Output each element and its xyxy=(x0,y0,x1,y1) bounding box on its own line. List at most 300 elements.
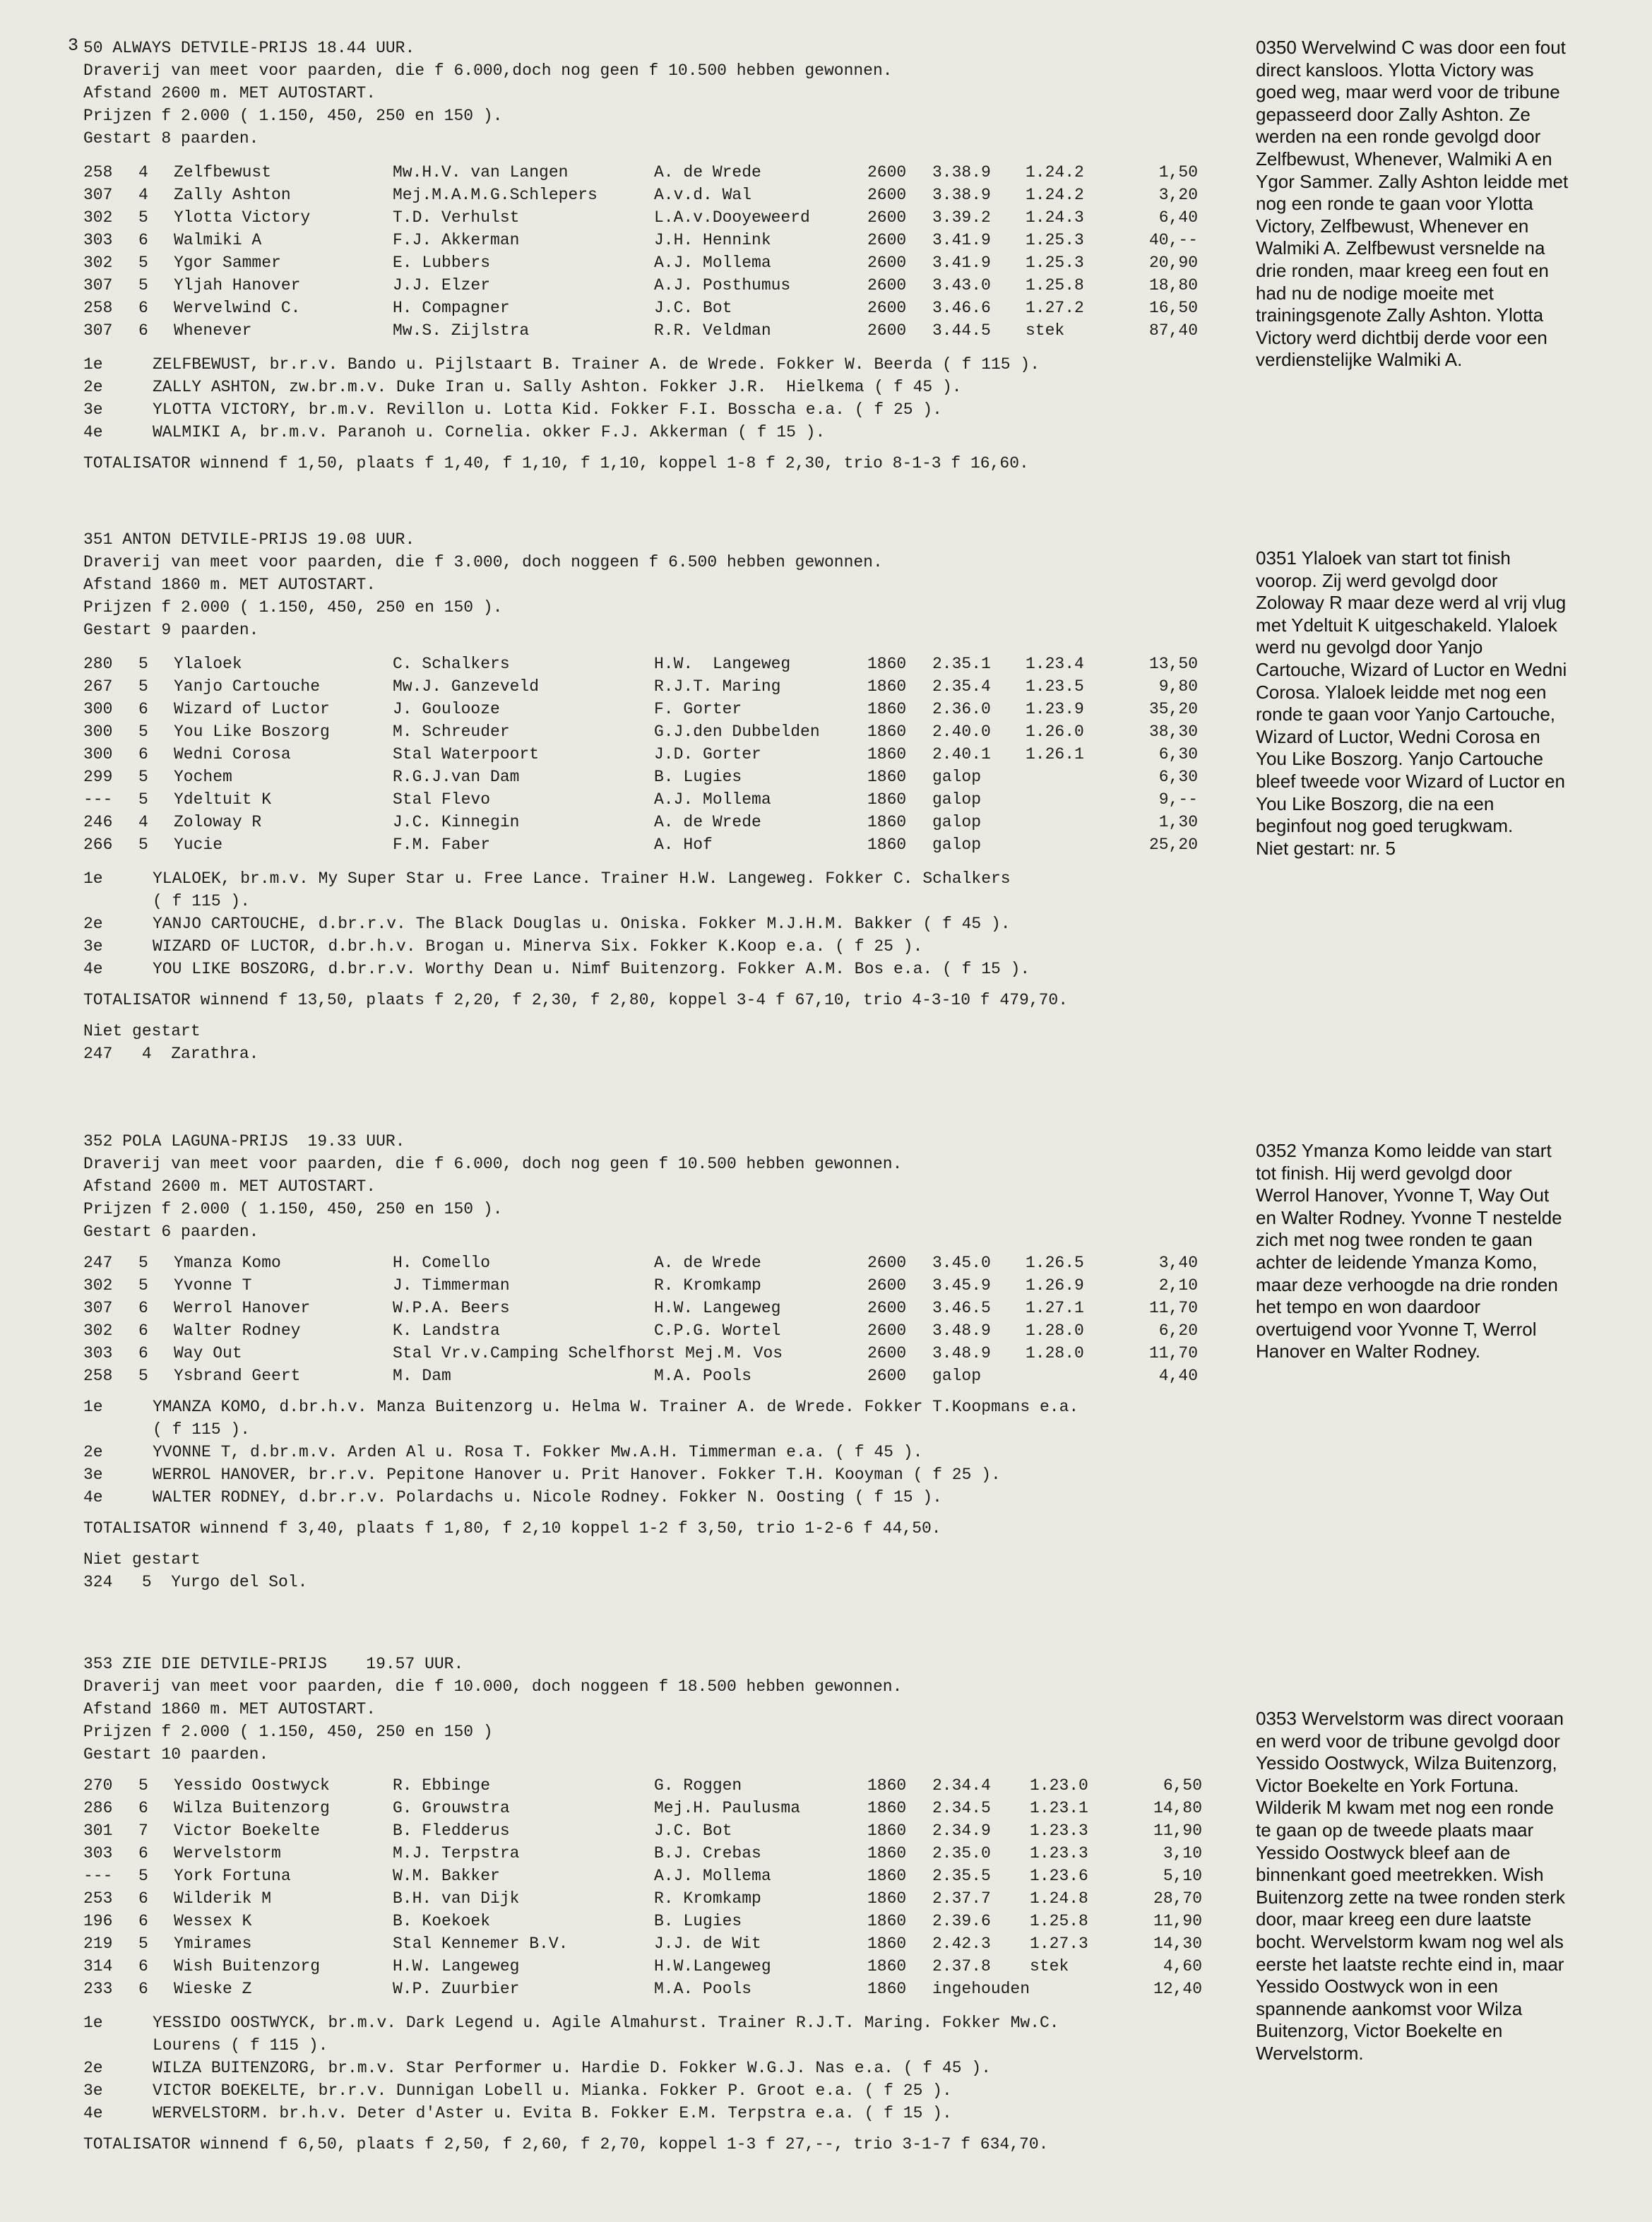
placing-text: WERVELSTORM. br.h.v. Deter d'Aster u. Evita B. Fokker E.M. Terpstra e.a. ( f 15 ). xyxy=(153,2104,952,2122)
odds: 35,20 xyxy=(1148,700,1198,718)
trainer-name: R.R. Veldman xyxy=(654,321,771,340)
commentary-line: binnenkant goed meetrekken. Wish xyxy=(1256,1864,1544,1886)
horse-number: 303 xyxy=(83,1844,113,1862)
km-time xyxy=(1026,766,1124,788)
result-row xyxy=(83,1955,1202,1978)
odds: 11,90 xyxy=(1153,1822,1203,1840)
km-time: 1.23.5 xyxy=(1026,677,1084,696)
horse-name: Ymanza Komo xyxy=(174,1254,281,1272)
horse-number: 300 xyxy=(83,700,113,718)
race-prizes: Prijzen f 2.000 ( 1.150, 450, 250 en 150 ) xyxy=(83,1723,493,1741)
rider-name: Stal Waterpoort xyxy=(393,745,540,764)
race-distance-cell: 2600 xyxy=(867,1344,907,1362)
commentary-line: 0351 Ylaloek van start tot finish xyxy=(1256,547,1511,569)
rider-name: C. Schalkers xyxy=(393,655,510,673)
trainer-name: H.W.Langeweg xyxy=(654,1957,771,1976)
horse-name: Walter Rodney xyxy=(174,1321,301,1340)
km-time xyxy=(1026,811,1124,833)
horse-age: 6 xyxy=(138,321,148,340)
km-time: 1.23.6 xyxy=(1030,1867,1088,1885)
trainer-name: L.A.v.Dooyeweerd xyxy=(654,208,810,227)
placing-text: WERROL HANOVER, br.r.v. Pepitone Hanover u. Prit Hanover. Fokker T.H. Kooyman ( f 25 ). xyxy=(153,1466,1001,1484)
horse-number: 307 xyxy=(83,321,113,340)
not-started: 324 5 Yurgo del Sol. xyxy=(83,1573,308,1591)
horse-age: 6 xyxy=(138,1957,148,1976)
commentary-line: You Like Boszorg, die na een xyxy=(1256,792,1494,814)
odds: 25,20 xyxy=(1148,836,1198,854)
finish-time: galop xyxy=(932,768,982,786)
horse-name: Ymirames xyxy=(174,1935,252,1953)
result-row xyxy=(83,788,1198,811)
horse-name: Yljah Hanover xyxy=(174,276,301,295)
race-distance-cell: 1860 xyxy=(867,1799,907,1817)
rider-name: Mej.M.A.M.G.Schlepers xyxy=(393,186,598,204)
trainer-name: M.A. Pools xyxy=(654,1367,752,1385)
placing-line xyxy=(83,2057,1242,2079)
horse-number: 302 xyxy=(83,1321,113,1340)
placing-rank: 1e xyxy=(83,1398,103,1416)
commentary-line: Victory werd dichtbij derde voor een xyxy=(1256,326,1547,348)
km-time: 1.26.0 xyxy=(1026,723,1084,741)
result-row xyxy=(83,251,1198,274)
km-time: 1.26.1 xyxy=(1026,745,1084,764)
rider-name: J.J. Elzer xyxy=(393,276,491,295)
result-row xyxy=(83,743,1198,766)
race-distance-cell: 2600 xyxy=(867,1254,907,1272)
km-time: 1.24.3 xyxy=(1026,208,1084,227)
race-distance-cell: 1860 xyxy=(867,723,907,741)
horse-number: 258 xyxy=(83,299,113,317)
odds: 6,30 xyxy=(1158,745,1198,764)
horse-number: 247 xyxy=(83,1254,113,1272)
finish-time: 2.37.7 xyxy=(932,1889,991,1908)
km-time: stek xyxy=(1030,1957,1069,1976)
trainer-name: G.J.den Dubbelden xyxy=(654,723,820,741)
trainer-name: H.W. Langeweg xyxy=(654,1299,781,1317)
horse-name: Victor Boekelte xyxy=(174,1822,321,1840)
horse-age: 6 xyxy=(138,299,148,317)
odds: 3,20 xyxy=(1158,186,1198,204)
horse-number: 303 xyxy=(83,231,113,249)
horse-age: 6 xyxy=(138,1299,148,1317)
commentary-line: drie ronden, maar kreeg een fout en xyxy=(1256,259,1549,281)
race-started: Gestart 9 paarden. xyxy=(83,621,259,639)
horse-age: 5 xyxy=(138,1867,148,1885)
race-distance-cell: 1860 xyxy=(867,768,907,786)
rider-name: H. Compagner xyxy=(393,299,510,317)
placing-line xyxy=(83,1396,1242,1441)
horse-age: 5 xyxy=(138,655,148,673)
horse-age: 5 xyxy=(138,254,148,272)
km-time xyxy=(1030,1978,1129,2000)
result-row xyxy=(83,297,1198,319)
race-started: Gestart 10 paarden. xyxy=(83,1745,269,1764)
race-distance-cell: 1860 xyxy=(867,1776,907,1795)
placing-rank: 1e xyxy=(83,355,103,374)
commentary-line: ronde te gaan voor Yanjo Cartouche, xyxy=(1256,703,1555,725)
horse-age: 6 xyxy=(138,1889,148,1908)
finish-time: 2.35.1 xyxy=(932,655,991,673)
placing-rank: 3e xyxy=(83,1466,103,1484)
horse-age: 5 xyxy=(138,790,148,809)
result-row xyxy=(83,1274,1198,1297)
odds: 14,30 xyxy=(1153,1935,1203,1953)
km-time: 1.25.3 xyxy=(1026,231,1084,249)
rider-name: Mw.S. Zijlstra xyxy=(393,321,530,340)
horse-number: 280 xyxy=(83,655,113,673)
odds: 6,40 xyxy=(1158,208,1198,227)
race-distance-cell: 2600 xyxy=(867,163,907,182)
km-time xyxy=(1026,788,1124,811)
race-distance-cell: 2600 xyxy=(867,1321,907,1340)
race-header: 352 POLA LAGUNA-PRIJS 19.33 UUR. xyxy=(83,1132,405,1151)
result-row xyxy=(83,1978,1202,2000)
result-row xyxy=(83,1252,1198,1274)
commentary-line: bleef tweede voor Wizard of Luctor en xyxy=(1256,770,1565,792)
finish-time: galop xyxy=(932,1367,982,1385)
race-commentary-353 xyxy=(1256,1708,1637,2065)
placing-rank: 4e xyxy=(83,1488,103,1507)
horse-age: 5 xyxy=(138,1276,148,1295)
placings xyxy=(83,353,1242,444)
commentary-line: werd nu gevolgd door Yanjo xyxy=(1256,636,1483,658)
horse-name: Zoloway R xyxy=(174,813,262,831)
horse-age: 6 xyxy=(138,1321,148,1340)
finish-time: 2.36.0 xyxy=(932,700,991,718)
horse-age: 5 xyxy=(138,836,148,854)
horse-age: 6 xyxy=(138,1844,148,1862)
race-distance-cell: 1860 xyxy=(867,836,907,854)
placing-rank: 3e xyxy=(83,2081,103,2100)
odds: 4,40 xyxy=(1158,1367,1198,1385)
commentary-line: door, maar kreeg een dure laatste xyxy=(1256,1908,1532,1930)
commentary-line: Wizard of Luctor, Wedni Corosa en xyxy=(1256,725,1540,747)
finish-time: 3.41.9 xyxy=(932,231,991,249)
km-time: stek xyxy=(1026,321,1065,340)
placing-rank: 2e xyxy=(83,2059,103,2077)
horse-number: 299 xyxy=(83,768,113,786)
trainer-name: A. de Wrede xyxy=(654,1254,761,1272)
placing-text: YMANZA KOMO, d.br.h.v. Manza Buitenzorg u. Helma W. Trainer A. de Wrede. Fokker T.Koopmans e.a. ( f 115 ). xyxy=(153,1398,1079,1439)
commentary-line: het tempo en won daardoor xyxy=(1256,1296,1480,1318)
trainer-name: B. Lugies xyxy=(654,1912,742,1930)
km-time: 1.27.3 xyxy=(1030,1935,1088,1953)
trainer-name: H.W. Langeweg xyxy=(654,655,791,673)
race-353 xyxy=(83,1653,1242,2156)
not-started-label: Niet gestart xyxy=(83,1550,201,1569)
trainer-name: F. Gorter xyxy=(654,700,742,718)
horse-age: 4 xyxy=(138,186,148,204)
commentary-line: You Like Boszorg. Yanjo Cartouche xyxy=(1256,748,1544,770)
rider-name: Mw.J. Ganzeveld xyxy=(393,677,540,696)
finish-time: galop xyxy=(932,836,982,854)
horse-name: Way Out xyxy=(174,1344,242,1362)
placing-line xyxy=(83,867,1242,913)
race-distance-cell: 1860 xyxy=(867,1912,907,1930)
result-row xyxy=(83,229,1198,251)
race-distance: Afstand 1860 m. MET AUTOSTART. xyxy=(83,576,376,594)
placing-rank: 2e xyxy=(83,915,103,933)
finish-time: 2.39.6 xyxy=(932,1912,991,1930)
race-distance-cell: 1860 xyxy=(867,1980,907,1998)
km-time: 1.28.0 xyxy=(1026,1321,1084,1340)
finish-time: 3.48.9 xyxy=(932,1321,991,1340)
finish-time: 3.41.9 xyxy=(932,254,991,272)
commentary-line: Cartouche, Wizard of Luctor en Wedni xyxy=(1256,658,1567,680)
result-row xyxy=(83,1865,1202,1887)
horse-age: 6 xyxy=(138,231,148,249)
commentary-line: achter de leidende Ymanza Komo, xyxy=(1256,1251,1538,1273)
trainer-name: J.H. Hennink xyxy=(654,231,771,249)
horse-name: Zally Ashton xyxy=(174,186,291,204)
odds: 4,60 xyxy=(1163,1957,1203,1976)
rider-name: W.P.A. Beers xyxy=(393,1299,510,1317)
horse-name: Yessido Oostwyck xyxy=(174,1776,330,1795)
finish-time: 2.40.0 xyxy=(932,723,991,741)
horse-age: 5 xyxy=(138,208,148,227)
race-distance-cell: 2600 xyxy=(867,1367,907,1385)
commentary-line: trainingsgenote Zally Ashton. Ylotta xyxy=(1256,304,1544,326)
odds: 6,30 xyxy=(1158,768,1198,786)
result-row xyxy=(83,720,1198,743)
race-conditions: Draverij van meet voor paarden, die f 3.000, doch noggeen f 6.500 hebben gewonnen. xyxy=(83,553,883,571)
race-commentary-352 xyxy=(1256,1140,1637,1363)
race-distance-cell: 1860 xyxy=(867,1889,907,1908)
race-distance-cell: 1860 xyxy=(867,655,907,673)
finish-time: 2.35.0 xyxy=(932,1844,991,1862)
odds: 1,30 xyxy=(1158,813,1198,831)
placing-line xyxy=(83,1441,1242,1463)
commentary-line: zich met nog twee ronden te gaan xyxy=(1256,1229,1533,1251)
result-row xyxy=(83,206,1198,229)
commentary-line: had nu de nodige moeite met xyxy=(1256,282,1494,304)
odds: 87,40 xyxy=(1148,321,1198,340)
km-time: 1.23.0 xyxy=(1030,1776,1088,1795)
commentary-line: te gaan op de tweede plaats maar xyxy=(1256,1819,1534,1841)
km-time: 1.23.1 xyxy=(1030,1799,1088,1817)
horse-age: 5 xyxy=(138,768,148,786)
race-distance: Afstand 1860 m. MET AUTOSTART. xyxy=(83,1700,376,1718)
horse-number: 258 xyxy=(83,163,113,182)
result-row xyxy=(83,1365,1198,1387)
finish-time: 2.35.5 xyxy=(932,1867,991,1885)
km-time: 1.25.3 xyxy=(1026,254,1084,272)
rider-name: K. Landstra xyxy=(393,1321,500,1340)
finish-time: 3.45.0 xyxy=(932,1254,991,1272)
rider-name: J.C. Kinnegin xyxy=(393,813,520,831)
horse-number: 233 xyxy=(83,1980,113,1998)
odds: 18,80 xyxy=(1148,276,1198,295)
horse-name: Wilza Buitenzorg xyxy=(174,1799,330,1817)
page-number: 3 xyxy=(68,35,79,56)
horse-name: Werrol Hanover xyxy=(174,1299,311,1317)
commentary-line: overtuigend voor Yvonne T, Werrol xyxy=(1256,1318,1537,1340)
result-row xyxy=(83,319,1198,342)
horse-number: 266 xyxy=(83,836,113,854)
rider-name: W.M. Bakker xyxy=(393,1867,500,1885)
commentary-line: Werrol Hanover, Yvonne T, Way Out xyxy=(1256,1184,1550,1206)
trainer-name: B.J. Crebas xyxy=(654,1844,761,1862)
horse-age: 5 xyxy=(138,276,148,295)
horse-name: Walmiki A xyxy=(174,231,262,249)
trainer-name: J.D. Gorter xyxy=(654,745,761,764)
horse-age: 5 xyxy=(138,677,148,696)
result-row xyxy=(83,766,1198,788)
result-row xyxy=(83,1887,1202,1910)
race-distance-cell: 1860 xyxy=(867,745,907,764)
horse-number: 302 xyxy=(83,254,113,272)
horse-name: Ygor Sammer xyxy=(174,254,281,272)
rider-name: T.D. Verhulst xyxy=(393,208,520,227)
not-started: 247 4 Zarathra. xyxy=(83,1045,259,1063)
commentary-line: Wilderik M kwam met nog een ronde xyxy=(1256,1797,1554,1819)
commentary-line: Yessido Oostwyck bleef aan de xyxy=(1256,1841,1511,1863)
commentary-line: Zoloway R maar deze werd al vrij vlug xyxy=(1256,592,1567,614)
horse-name: Whenever xyxy=(174,321,252,340)
race-started: Gestart 8 paarden. xyxy=(83,129,259,148)
commentary-line: spannende aankomst voor Wilza xyxy=(1256,1997,1523,2019)
rider-name: B. Koekoek xyxy=(393,1912,491,1930)
finish-time: 3.39.2 xyxy=(932,208,991,227)
horse-number: 314 xyxy=(83,1957,113,1976)
odds: 5,10 xyxy=(1163,1867,1203,1885)
horse-number: 258 xyxy=(83,1367,113,1385)
horse-age: 5 xyxy=(138,1776,148,1795)
km-time: 1.25.8 xyxy=(1030,1912,1088,1930)
finish-time: galop xyxy=(932,790,982,809)
trainer-name: Mej.H. Paulusma xyxy=(654,1799,801,1817)
commentary-line: Yessido Oostwyck, Wilza Buitenzorg, xyxy=(1256,1752,1557,1774)
rider-name: Mw.H.V. van Langen xyxy=(393,163,569,182)
odds: 12,40 xyxy=(1153,1980,1203,1998)
race-distance-cell: 1860 xyxy=(867,1844,907,1862)
race-conditions: Draverij van meet voor paarden, die f 10.000, doch noggeen f 18.500 hebben gewonnen. xyxy=(83,1677,903,1696)
horse-name: Wieske Z xyxy=(174,1980,252,1998)
odds: 11,70 xyxy=(1148,1344,1198,1362)
race-350 xyxy=(83,37,1242,475)
km-time: 1.26.5 xyxy=(1026,1254,1084,1272)
result-row xyxy=(83,833,1198,856)
finish-time: 2.42.3 xyxy=(932,1935,991,1953)
race-distance-cell: 1860 xyxy=(867,1822,907,1840)
commentary-line: Niet gestart: nr. 5 xyxy=(1256,837,1396,859)
commentary-line: maar deze verhoogde na drie ronden xyxy=(1256,1273,1558,1295)
race-distance-cell: 1860 xyxy=(867,790,907,809)
race-352 xyxy=(83,1130,1242,1593)
rider-name: R.G.J.van Dam xyxy=(393,768,520,786)
commentary-line: Victor Boekelte en York Fortuna. xyxy=(1256,1774,1519,1796)
km-time: 1.25.8 xyxy=(1026,276,1084,295)
race-distance-cell: 1860 xyxy=(867,700,907,718)
trainer-name: A. de Wrede xyxy=(654,813,761,831)
placings xyxy=(83,1396,1242,1509)
finish-time: 3.45.9 xyxy=(932,1276,991,1295)
rider-name: Stal Vr.v.Camping Schelfhorst Mej.M. Vos xyxy=(393,1344,783,1362)
trainer-name: A.J. Mollema xyxy=(654,790,771,809)
trainer-name: B. Lugies xyxy=(654,768,742,786)
results-table xyxy=(83,1774,1202,2000)
race-distance-cell: 2600 xyxy=(867,1276,907,1295)
commentary-line: direct kansloos. Ylotta Victory was xyxy=(1256,59,1534,81)
odds: 20,90 xyxy=(1148,254,1198,272)
placings xyxy=(83,2012,1242,2125)
rider-name: M. Schreuder xyxy=(393,723,510,741)
race-header: 353 ZIE DIE DETVILE-PRIJS 19.57 UUR. xyxy=(83,1655,464,1673)
race-distance-cell: 2600 xyxy=(867,1299,907,1317)
trainer-name: A.J. Mollema xyxy=(654,1867,771,1885)
km-time: 1.24.2 xyxy=(1026,186,1084,204)
result-row xyxy=(83,1910,1202,1932)
result-row xyxy=(83,184,1198,206)
results-table xyxy=(83,1252,1198,1387)
km-time xyxy=(1026,1365,1124,1387)
horse-number: 270 xyxy=(83,1776,113,1795)
race-distance-cell: 1860 xyxy=(867,1935,907,1953)
rider-name: B. Fledderus xyxy=(393,1822,510,1840)
odds: 11,70 xyxy=(1148,1299,1198,1317)
km-time: 1.23.3 xyxy=(1030,1822,1088,1840)
rider-name: R. Ebbinge xyxy=(393,1776,491,1795)
results-table xyxy=(83,161,1198,342)
horse-name: Yucie xyxy=(174,836,223,854)
commentary-line: werden na een ronde gevolgd door xyxy=(1256,126,1541,148)
placing-line xyxy=(83,376,1242,398)
finish-time: 3.44.5 xyxy=(932,321,991,340)
horse-name: Wervelwind C. xyxy=(174,299,301,317)
commentary-line: bocht. Wervelstorm kwam nog wel als xyxy=(1256,1930,1564,1952)
horse-age: 6 xyxy=(138,1344,148,1362)
rider-name: F.M. Faber xyxy=(393,836,491,854)
odds: 11,90 xyxy=(1153,1912,1203,1930)
commentary-line: goed weg, maar werd voor de tribune xyxy=(1256,81,1560,103)
horse-number: 302 xyxy=(83,208,113,227)
horse-name: Yochem xyxy=(174,768,232,786)
horse-number: 303 xyxy=(83,1344,113,1362)
horse-name: Ysbrand Geert xyxy=(174,1367,301,1385)
horse-number: 253 xyxy=(83,1889,113,1908)
race-header: 50 ALWAYS DETVILE-PRIJS 18.44 UUR. xyxy=(83,39,415,57)
commentary-line: Hanover en Walter Rodney. xyxy=(1256,1341,1480,1362)
commentary-line: met Ydeltuit K uitgeschakeld. Ylaloek xyxy=(1256,614,1557,636)
rider-name: E. Lubbers xyxy=(393,254,491,272)
km-time: 1.23.3 xyxy=(1030,1844,1088,1862)
horse-name: Wish Buitenzorg xyxy=(174,1957,321,1976)
race-distance-cell: 2600 xyxy=(867,321,907,340)
commentary-line: gepasseerd door Zally Ashton. Ze xyxy=(1256,103,1531,125)
commentary-line: beginfout nog goed terugkwam. xyxy=(1256,815,1514,837)
odds: 2,10 xyxy=(1158,1276,1198,1295)
km-time: 1.28.0 xyxy=(1026,1344,1084,1362)
commentary-line: Yessido Oostwyck won in een xyxy=(1256,1976,1499,1997)
horse-name: Wizard of Luctor xyxy=(174,700,330,718)
finish-time: 2.34.9 xyxy=(932,1822,991,1840)
odds: 28,70 xyxy=(1153,1889,1203,1908)
placing-line xyxy=(83,913,1242,935)
race-distance: Afstand 2600 m. MET AUTOSTART. xyxy=(83,84,376,102)
placing-rank: 4e xyxy=(83,2104,103,2122)
trainer-name: A.J. Posthumus xyxy=(654,276,791,295)
rider-name: G. Grouwstra xyxy=(393,1799,510,1817)
placing-text: YLOTTA VICTORY, br.m.v. Revillon u. Lotta Kid. Fokker F.I. Bosscha e.a. ( f 25 ). xyxy=(153,400,942,419)
race-distance-cell: 1860 xyxy=(867,1867,907,1885)
commentary-line: Wervelstorm. xyxy=(1256,2042,1364,2064)
rider-name: Stal Flevo xyxy=(393,790,491,809)
commentary-line: 0350 Wervelwind C was door een fout xyxy=(1256,37,1566,58)
horse-number: 219 xyxy=(83,1935,113,1953)
race-header: 351 ANTON DETVILE-PRIJS 19.08 UUR. xyxy=(83,530,415,549)
placing-text: YESSIDO OOSTWYCK, br.m.v. Dark Legend u. Agile Almahurst. Trainer R.J.T. Maring. Fokker Mw.C. Lourens ( f 115 ). xyxy=(153,2014,1059,2055)
horse-name: Yanjo Cartouche xyxy=(174,677,321,696)
